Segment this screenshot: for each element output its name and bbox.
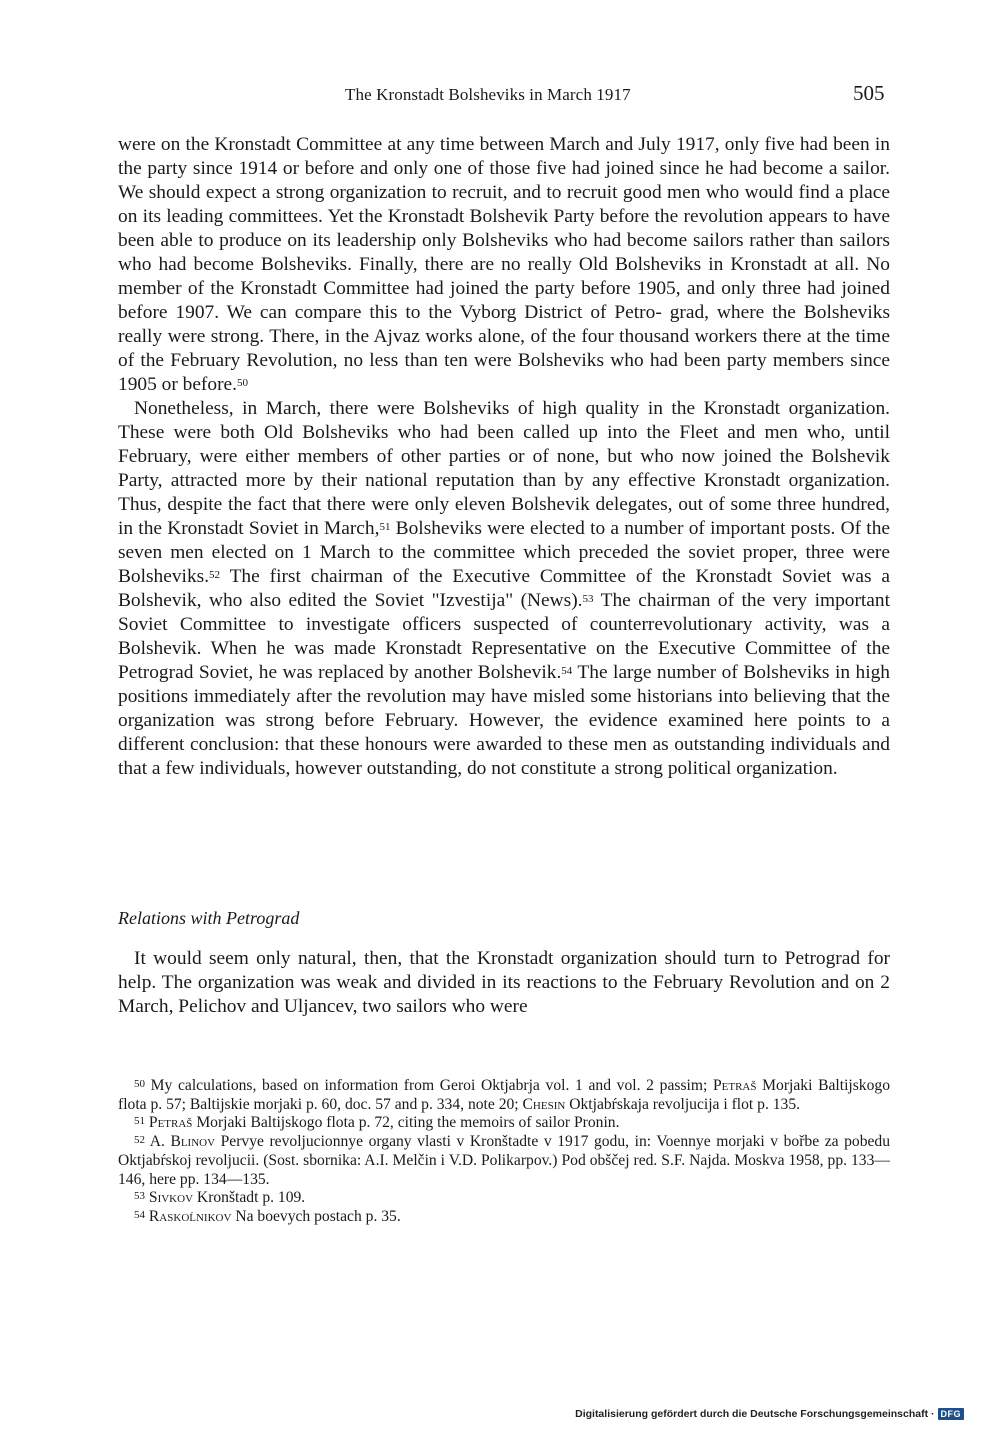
running-header-title: The Kronstadt Bolsheviks in March 1917 <box>345 85 631 104</box>
footnote-marker: 54 <box>561 665 573 677</box>
digitization-credit <box>575 1408 964 1420</box>
page-number: 505 <box>853 81 885 105</box>
footnote-marker: 52 <box>209 569 221 581</box>
footnote-number: 51 <box>134 1115 145 1128</box>
footnote-text: Na boevych postach p. 35. <box>231 1207 401 1225</box>
footnote-text: Kronštadt p. 109. <box>193 1189 306 1207</box>
footnote-author: Sivkov <box>148 1189 194 1207</box>
footnote-51 <box>118 1114 890 1133</box>
footnote-marker: 51 <box>379 521 391 533</box>
paragraph-1 <box>118 133 890 397</box>
footnote-number: 50 <box>134 1078 145 1090</box>
paragraph-1-line: the four thousand workers there at the time of the February Revolution, no less than <box>118 326 890 371</box>
footnote-text: Oktjabŕskaja revoljucija i flot p. 135. <box>565 1095 801 1113</box>
paragraph-1-line: No member of the Kronstadt Committee had joined the party before 1905, and only <box>118 254 890 299</box>
footnote-author: Blinov <box>170 1133 216 1151</box>
footnote-author: Chesin <box>522 1095 566 1113</box>
footnote-author: Petraš <box>712 1077 757 1094</box>
main-text <box>118 133 890 781</box>
paragraph-1-line: grad, where the Bolsheviks really were strong. There, in the Ajvaz works alone, of <box>118 302 891 347</box>
paragraph-1-line: ten were Bolsheviks who had been party members since 1905 or before. <box>118 350 890 395</box>
credit-text: Digitalisierung gefördert durch die Deutsche Forschungsgemeinschaft · <box>575 1408 935 1420</box>
footnote-number: 53 <box>134 1190 145 1203</box>
paragraph-1-line: five had been in the party since 1914 or before and only one of those five had joined <box>118 134 890 179</box>
footnote-text: Pervye revoljucionnye organy vlasti v Kronštadte v 1917 godu, in: Voennye morjaki v bořbe za pobedu Oktjabŕskoj revoljucii. (Sost. sbornika: A.I. Melčin i V.D. Polikarpov.) Pod obščej red. S.F. Najda. Moskva 1958, pp. 133—146, here pp. 134—135. <box>118 1133 890 1188</box>
paragraph-1-line: to recruit good men who would find a place on its leading committees. Yet the <box>118 182 890 227</box>
section-heading: Relations with Petrograd <box>118 908 300 928</box>
paragraph-2-text: Nonetheless, in March, there were Bolsheviks of high quality in the Kronstadt organization. These were both Old Bolsheviks who had been called up into the Fleet and men who, until February, were either members of other parties or of none, but who now joined the Bolshevik Party, attracted more by their national reputation than by any effective Kronstadt organization. Thus, despite the fact that there were only eleven Bolshevik delegates, out of some three hundred, in the Kronstadt Soviet in March, <box>118 398 890 539</box>
paragraph-2 <box>118 397 890 781</box>
paragraph-1-line: were on the Kronstadt Committee at any time between March and July 1917, only <box>118 134 760 155</box>
footnote-52 <box>118 1133 890 1189</box>
paragraph-2-text: The large number of Bolsheviks in high positions immediately after the revolution may have misled some historians into believing that the organization was strong before February. However, the evidence examined here points to a different conclusion: that these honours were awarded to these men as outstanding individuals and that a few individuals, however outstanding, do not constitute a strong political organization. <box>118 662 890 779</box>
footnote-text: A. <box>145 1133 171 1151</box>
footnote-54 <box>118 1208 890 1227</box>
paragraph-1-line: Kronstadt Bolshevik Party before the revolution appears to have been able to produce <box>118 206 890 251</box>
paragraph-1-line: on its leadership only Bolsheviks who had become sailors rather than sailors who had <box>118 230 890 275</box>
footnote-text: My calculations, based on information from Geroi Oktjabrja vol. 1 and vol. 2 passim; <box>145 1077 713 1094</box>
footnote-text: Morjaki Baltijskogo flota p. 57; Baltijskie morjaki p. 60, doc. 57 and p. 334, note 20; <box>118 1077 890 1113</box>
footnote-number: 54 <box>134 1208 145 1221</box>
paragraph-3: It would seem only natural, then, that the Kronstadt organization should turn to Petrograd for help. The organization was weak and divided in its reactions to the February Revolution and on 2 March, Pelichov and Uljancev, two sailors who were <box>118 948 890 1017</box>
footnote-50 <box>118 1077 890 1114</box>
paragraph-2-text: Bolsheviks were elected to a number of important posts. Of the seven men elected on 1 March to the committee which preceded the soviet proper, three were Bolsheviks. <box>118 518 890 587</box>
paragraph-2-text: The first chairman of the Executive Committee of the Kronstadt Soviet was a Bolshevik, who also edited the Soviet "Izvestija" (News). <box>118 566 890 611</box>
paragraph-1-line: since he had become a sailor. We should expect a strong organization to recruit, and <box>118 158 890 203</box>
footnote-marker: 50 <box>237 377 248 389</box>
footnotes <box>118 1077 890 1227</box>
paragraph-1-line: three had joined before 1907. We can compare this to the Vyborg District of Petro- <box>118 278 890 323</box>
footnote-number: 52 <box>134 1134 145 1147</box>
footnote-53 <box>118 1189 890 1208</box>
paragraph-1-line: become Bolsheviks. Finally, there are no really Old Bolsheviks in Kronstadt at all. <box>193 254 860 275</box>
dfg-logo: DFG <box>938 1408 965 1420</box>
footnote-marker: 53 <box>582 593 594 605</box>
paragraph-2-text: The chairman of the very important Soviet Committee to investigate officers suspected of counterrevolutionary activity, was a Bolshevik. When he was made Kronstadt Representative on the Executive Committee of the Petrograd Soviet, he was replaced by another Bolshevik. <box>118 590 890 683</box>
footnote-author: Petraš <box>148 1114 193 1132</box>
footnote-text: Morjaki Baltijskogo flota p. 72, citing the memoirs of sailor Pronin. <box>192 1114 620 1132</box>
footnote-author: Raskoĺnikov <box>148 1207 232 1225</box>
